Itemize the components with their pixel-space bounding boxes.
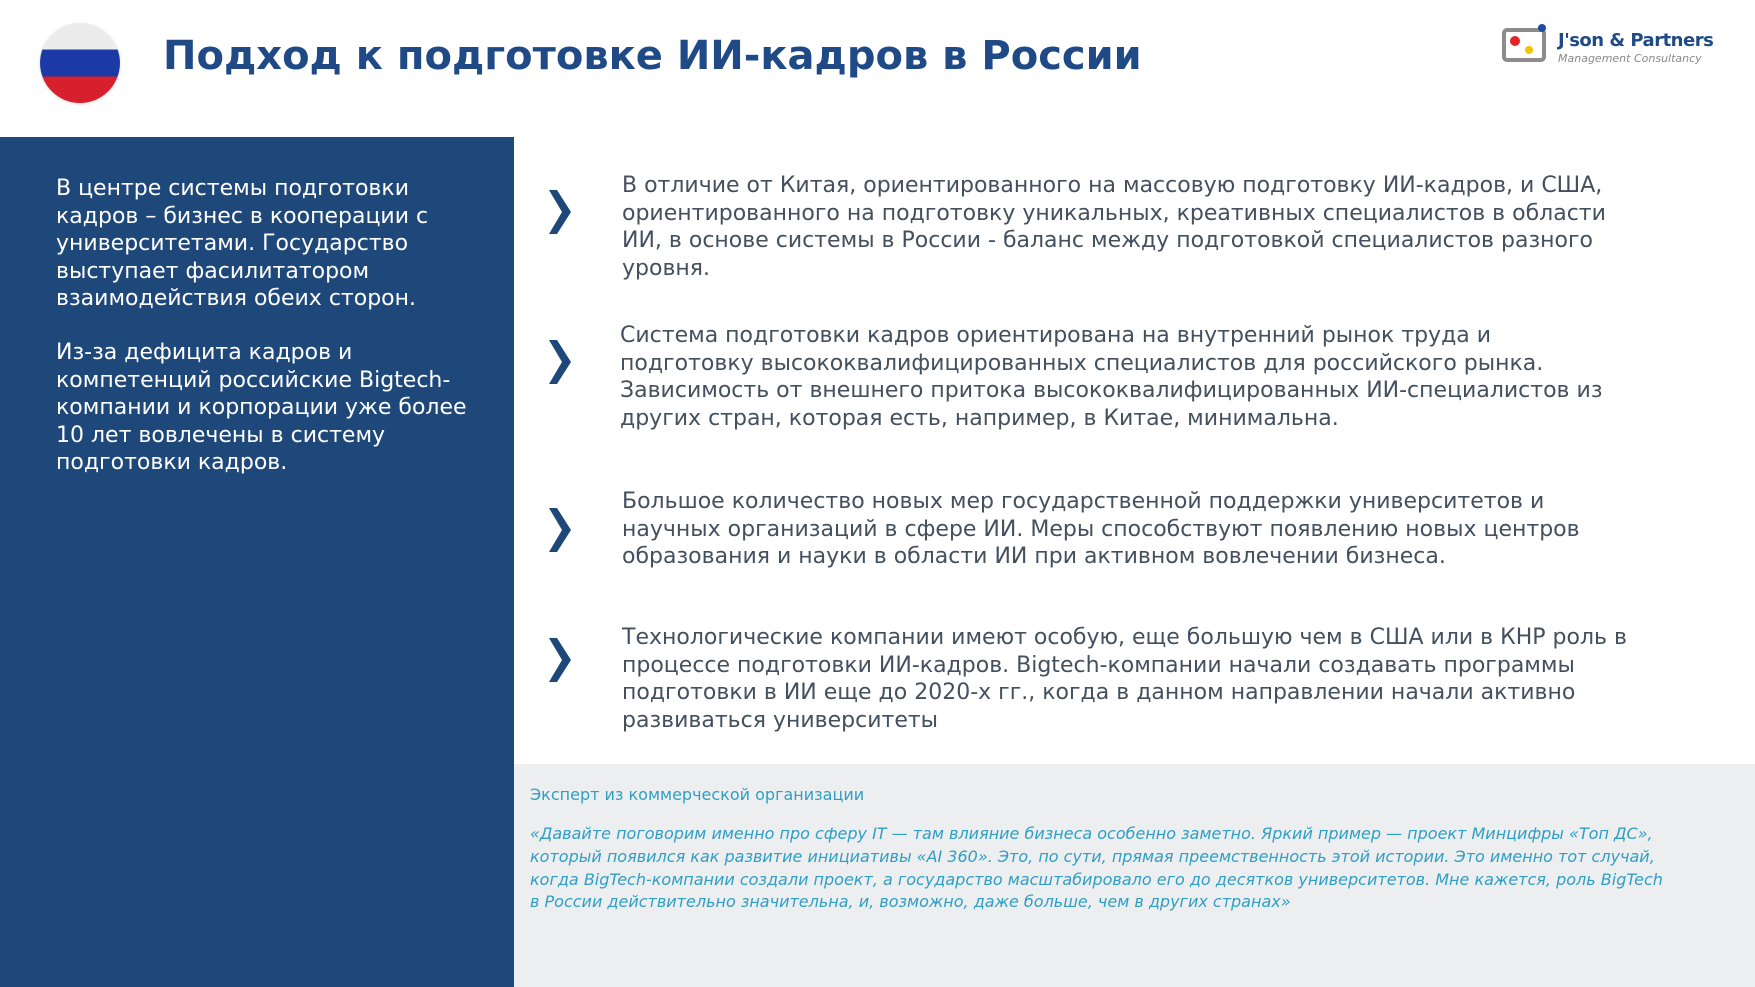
logo-subtitle: Management Consultancy [1558, 52, 1702, 65]
company-logo [1500, 8, 1718, 68]
logo-mark-icon [1502, 24, 1550, 64]
bullet-text: В отличие от Китая, ориентированного на массовую подготовку ИИ-кадров, и США, ориентированного на подготовку уникальных, креативных специалистов в области ИИ, в основе системы в России - баланс между подготовкой специалистов разного уровня. [622, 173, 1606, 281]
quote-text: «Давайте поговорим именно про сферу IT — там влияние бизнеса особенно заметно. Яркий пример — проект Минцифры «Топ ДС», который появился как развитие инициативы «AI 360». Это, по сути, прямая преемственность этой истории. Это именно тот случай, когда BigTech-компании создали проект, а государство масштабировало его до десятков университетов. Мне кажется, роль BigTech в России действительно значительна, и, возможно, даже больше, чем в других странах» [530, 824, 1663, 912]
russia-flag-icon [40, 23, 120, 103]
page-title: Подход к подготовке ИИ-кадров в России [163, 33, 1142, 79]
bullet-text: Технологические компании имеют особую, еще большую чем в США или в КНР роль в процессе подготовки ИИ-кадров. Bigtech-компании начали создавать программы подготовки в ИИ еще до 2020-х гг., когда в данном направлении начали активно развиваться университеты [622, 625, 1627, 733]
summary-paragraph: В центре системы подготовки кадров – бизнес в кооперации с университетами. Государство выступает фасилитатором взаимодействия обеих сторон. [56, 176, 429, 311]
summary-paragraph: Из-за дефицита кадров и компетенций российские Bigtech-компании и корпорации уже более 10 лет вовлечены в систему подготовки кадров. [56, 340, 467, 475]
chevron-right-icon [544, 506, 574, 554]
chevron-right-icon [544, 636, 574, 684]
logo-name: J'son & Partners [1558, 30, 1714, 51]
bullet-text: Система подготовки кадров ориентирована на внутренний рынок труда и подготовку высококвалифицированных специалистов для российского рынка. Зависимость от внешнего притока высококвалифицированных ИИ-специалистов из других стран, которая есть, например, в Китае, минимальна. [620, 323, 1603, 431]
bullet-text: Большое количество новых мер государственной поддержки университетов и научных организаций в сфере ИИ. Меры способствуют появлению новых центров образования и науки в области ИИ при активном вовлечении бизнеса. [622, 489, 1580, 569]
chevron-right-icon [544, 338, 574, 386]
quote-source: Эксперт из коммерческой организации [530, 785, 865, 804]
chevron-right-icon [544, 188, 574, 236]
